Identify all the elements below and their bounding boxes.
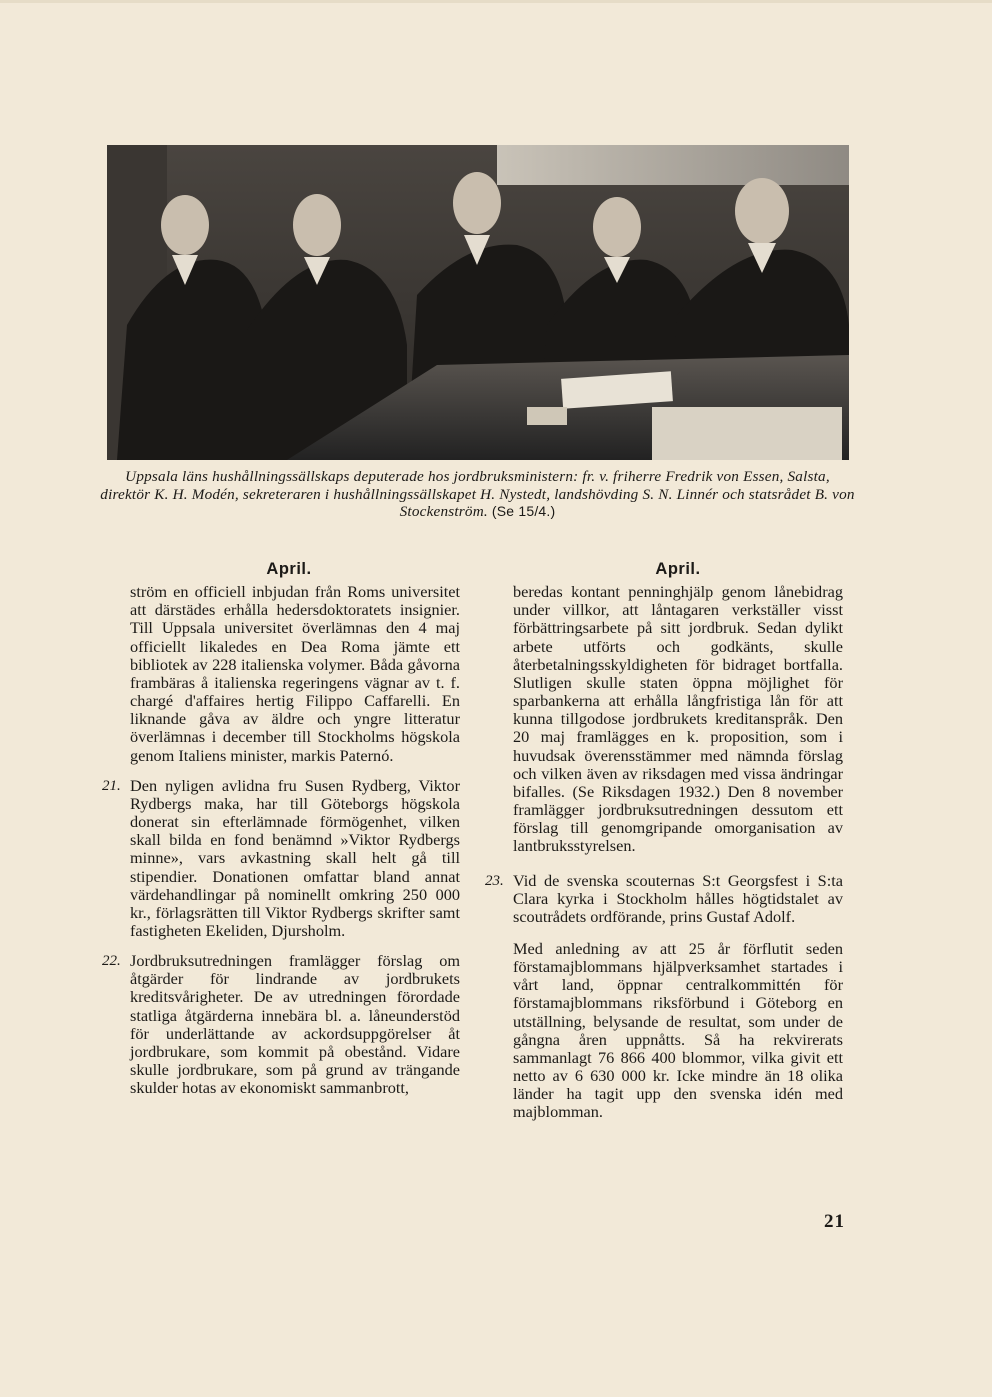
entry-text: Vid de svenska scouternas S:t Georgsfest i S:ta Clara kyrka i Stockholm hålles högtidstalet av scoutrådets ordförande, prins Gustaf Adolf. bbox=[513, 870, 843, 926]
entry-number: 21. bbox=[102, 777, 121, 794]
right-column-heading: April. bbox=[655, 560, 701, 578]
group-photograph bbox=[107, 145, 849, 460]
entry-text: Den nyligen avlidna fru Susen Rydberg, Viktor Rydbergs maka, har till Göteborgs högskola donerat sin efterlämnade förmögenhet, vilken skall bilda en fond benämnd »Viktor Rydbergs minne», vars avkastning skall helt gå till stipendier. Donationen omfattar bland annat värdehandlingar på nominellt omkring 250 000 kr., förlagsrätten till Viktor Rydbergs skrifter samt fastigheten Ekeliden, Djursholm. bbox=[130, 775, 460, 940]
majblomma-paragraph: Med anledning av att 25 år förflutit seden förstamajblommans hjälpverksamhet startades i vårt land, öppnar centralkommittén för förstamajblommans riksförbund i Göteborg en utställning, belysande de resultat, som under de gångna åren uppnåtts. Så ha rekvirerats sammanlagt 76 866 400 blommor, vilka givit ett netto av 6 630 000 kr. Icke mindre än 18 olika länder ha tagit upp den svenska idén med majblomman. bbox=[513, 938, 843, 1122]
left-continuation-paragraph: ström en officiell inbjudan från Roms universitet att därstädes erhålla hedersdoktoratets insignier. Till Uppsala universitet överlämnas den 4 maj officiellt likaledes en Dea Roma jämte ett bibliotek av 228 italienska volymer. Båda gåvorna frambäras å italienska regeringens vägnar av t. f. chargé d'affaires hertig Filippo Caffarelli. En liknande gåva av äldre och yngre litteratur överlämnas i december till Stockholms högskola genom Italiens minister, markis Paternó. bbox=[130, 582, 460, 765]
right-column bbox=[485, 560, 843, 1122]
caption-reference: (Se 15/4.) bbox=[491, 503, 556, 520]
page-number: 21 bbox=[824, 1211, 845, 1232]
entry-number: 23. bbox=[485, 872, 504, 889]
page-edge bbox=[0, 0, 992, 3]
photo-caption bbox=[100, 468, 855, 521]
entry-number: 22. bbox=[102, 953, 121, 970]
photograph-image bbox=[107, 145, 849, 460]
entry-21 bbox=[102, 775, 460, 940]
entry-23 bbox=[485, 870, 843, 926]
right-continuation-paragraph: beredas kontant penninghjälp genom lånebidrag under villkor, att låntagaren verkställer visst förbättringsarbete på sitt jordbruk. Sedan dylikt arbete utförts och godkänts, skulle återbetalningsskyldigheten för bidraget bortfalla. Slutligen skulle staten öppna möjlighet för sparbankerna att erhålla långfristiga lån för att kunna tillgodose jordbrukets kreditanspråk. Den 20 maj framlägges en k. proposition, som i huvudsak överensstämmer med nämnda förslag och vilken även av riksdagen med vissa ändringar bifalles. (Se Riksdagen 1932.) Den 8 november framlägger jordbruksutredningen dessutom ett förslag till genomgripande omorganisation av lantbruksstyrelsen. bbox=[513, 582, 843, 856]
entry-text: Jordbruksutredningen framlägger förslag om åtgärder för lindrande av jordbrukets kreditsvårigheter. De av utredningen förordade statliga åtgärderna innebära bl. a. låneunderstöd för underlättande av ackordsuppgörelser åt jordbrukare, som kommit på obestånd. Vidare skulle jordbrukare, som på grund av trängande skulder hotas av ekonomiskt sammanbrott, bbox=[130, 951, 460, 1098]
left-column-heading: April. bbox=[266, 560, 312, 578]
entry-22 bbox=[102, 951, 460, 1098]
caption-text: Uppsala läns hushållningssällskaps deputerade hos jordbruksministern: fr. v. friherre Fredrik von Essen, Salsta, direktör K. H. Modén, sekreteraren i hushållningssällskapet H. Nystedt, landshövding S. N. Linnér och statsrådet B. von Stockenström. bbox=[100, 468, 855, 521]
left-column bbox=[102, 560, 460, 1098]
